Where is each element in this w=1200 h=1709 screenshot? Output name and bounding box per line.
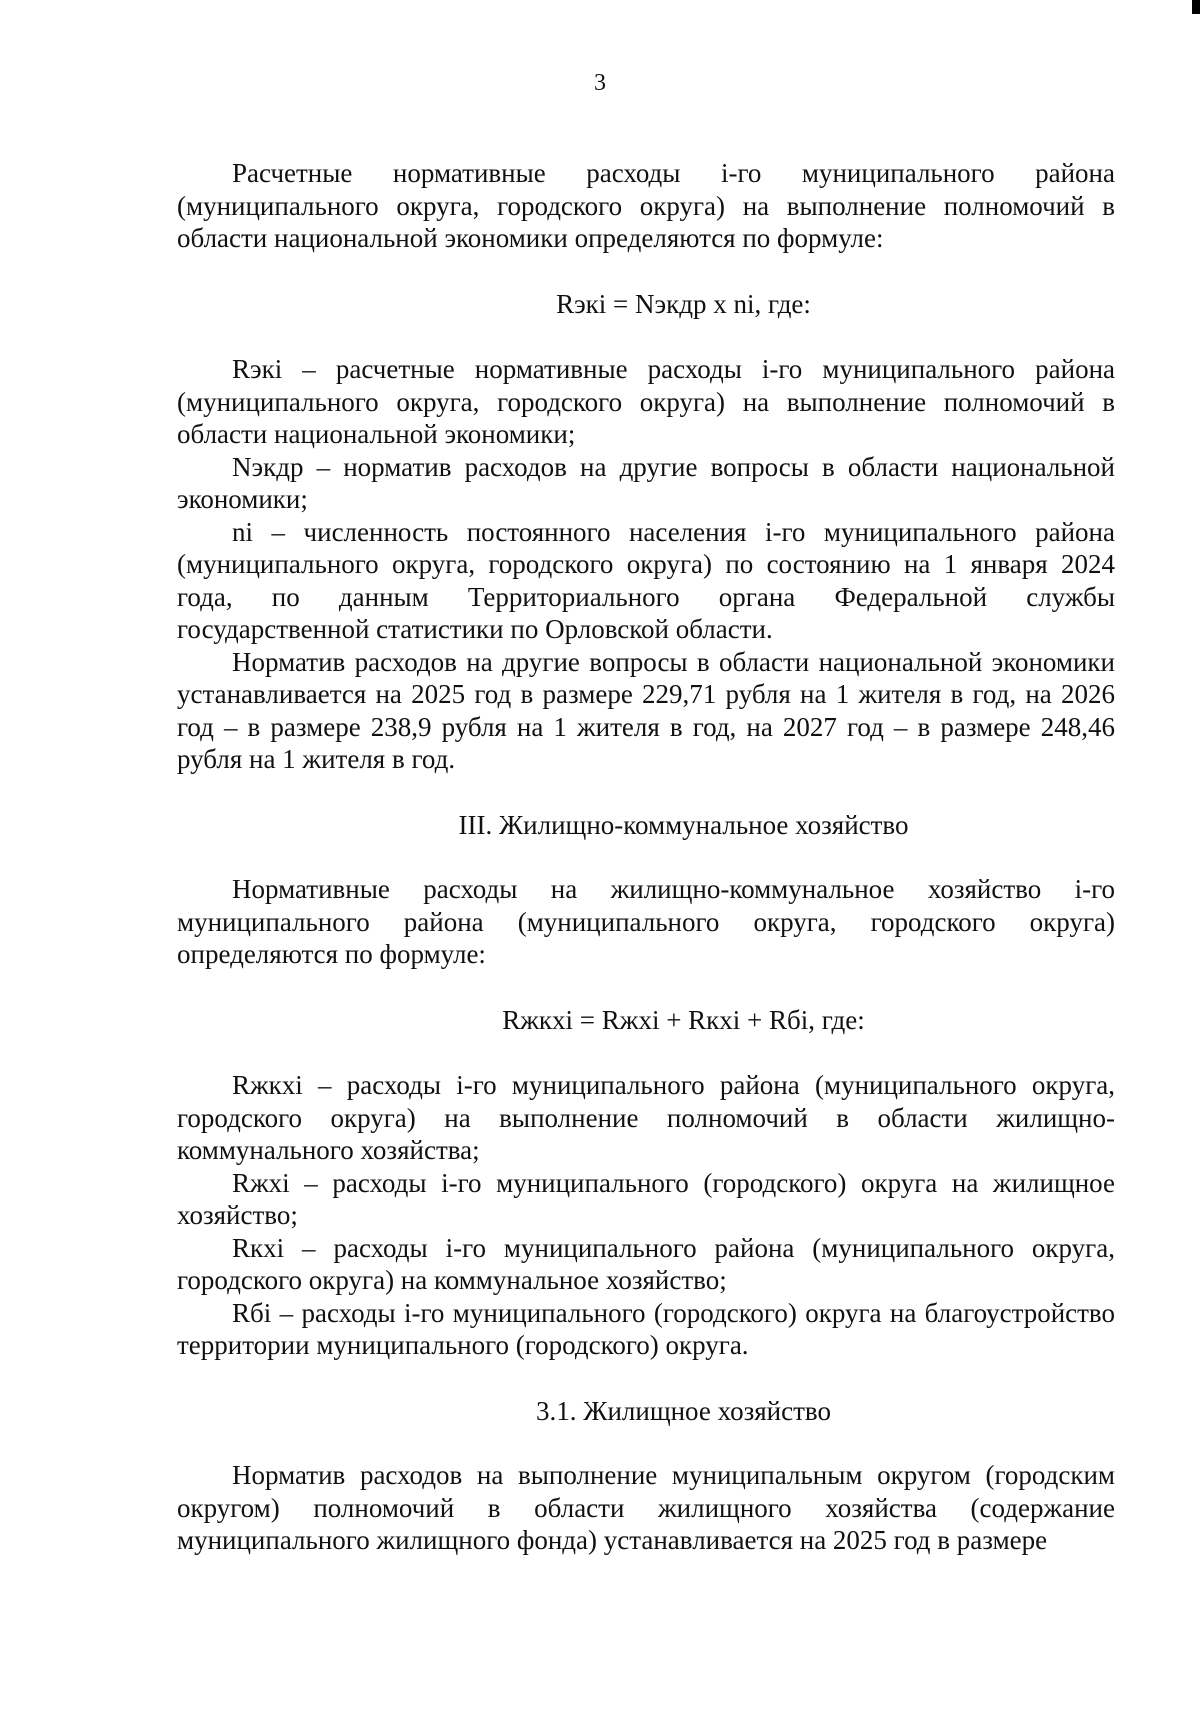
formula-economy: Rэкi = Nэкдр х ni, где: [556, 288, 811, 319]
definition-rzhh: Rжхi – расходы i-го муниципального (городского) округа на жилищное хозяйство; [177, 1167, 1115, 1230]
definition-rb: Rбi – расходы i-го муниципального (городского) округа на благоустройство территории муниципального (городского) округа. [177, 1297, 1115, 1360]
definition-nekdr: Nэкдр – норматив расходов на другие вопросы в области национальной экономики; [177, 451, 1115, 514]
section-title-housing-utilities: III. Жилищно-коммунальное хозяйство [458, 809, 909, 840]
paragraph-norm-economy: Норматив расходов на другие вопросы в области национальной экономики устанавливается на 2025 год в размере 229,71 рубля на 1 жителя в год, на 2026 год – в размере 238,9 рубля на 1 жителя в год, на 2027 год – в размере 248,46 рубля на 1 жителя в год. [177, 646, 1115, 774]
definition-ni: ni – численность постоянного населения i-го муниципального района (муниципального округа, городского округа) по состоянию на 1 января 2024 года, по данным Территориального органа Федеральной службы государственной статистики по Орловской области. [177, 516, 1115, 644]
definition-rek: Rэкi – расчетные нормативные расходы i-го муниципального района (муниципального округа, городского округа) на выполнение полномочий в области национальной экономики; [177, 354, 1115, 449]
section-title-housing: 3.1. Жилищное хозяйство [536, 1395, 831, 1426]
formula-housing-utilities: Rжкхi = Rжхi + Rкхi + Rбi, где: [502, 1004, 865, 1035]
paragraph-intro-economy: Расчетные нормативные расходы i-го муниципального района (муниципального округа, городского округа) на выполнение полномочий в области национальной экономики определяются по формуле: [177, 158, 1115, 253]
definition-rzhkh: Rжкхi – расходы i-го муниципального района (муниципального округа, городского округа) на выполнение полномочий в области жилищно-коммунального хозяйства; [177, 1070, 1115, 1165]
definition-rkh: Rкхi – расходы i-го муниципального района (муниципального округа, городского округа) на коммунальное хозяйство; [177, 1232, 1115, 1295]
paragraph-intro-housing-utilities: Нормативные расходы на жилищно-коммунальное хозяйство i-го муниципального района (муниципального округа, городского округа) определяются по формуле: [177, 874, 1115, 969]
scan-corner-mark [1192, 0, 1200, 14]
paragraph-norm-housing: Норматив расходов на выполнение муниципальным округом (городским округом) полномочий в области жилищного хозяйства (содержание муниципального жилищного фонда) устанавливается на 2025 год в размере [177, 1460, 1115, 1555]
document-body [177, 157, 1115, 1557]
page-number: 3 [594, 70, 606, 96]
